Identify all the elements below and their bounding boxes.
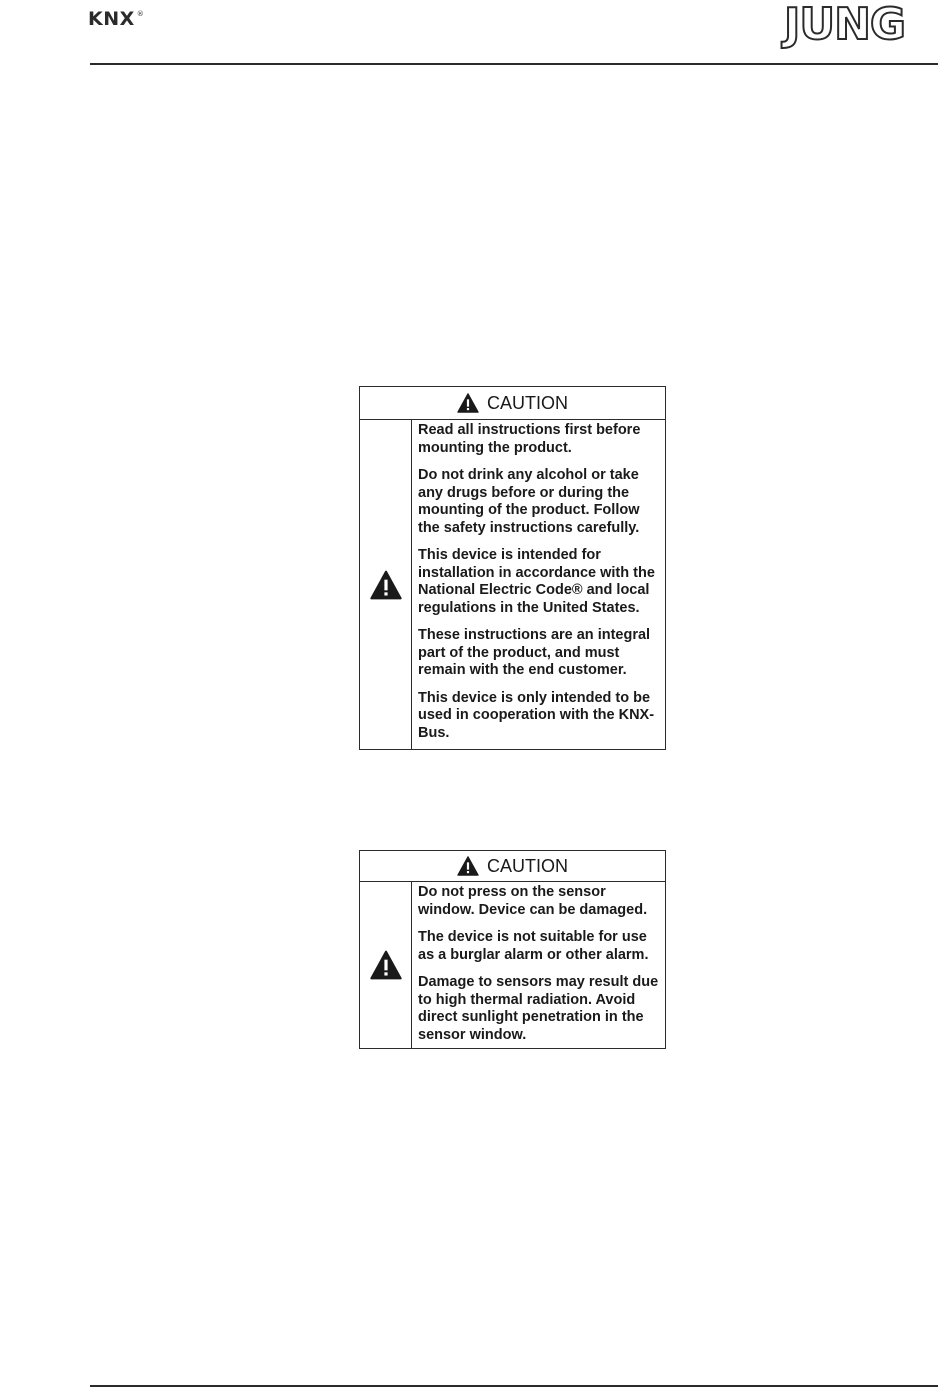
- caution-body: [360, 882, 665, 1048]
- caution-text: [412, 882, 665, 1048]
- caution-paragraph: This device is intended for installation in accordance with the National Electric Code® and local regulations in the United States.: [418, 547, 655, 616]
- caution-paragraph: Read all instructions first before mounting the product.: [418, 422, 641, 456]
- caution-icon-cell: [360, 420, 412, 749]
- warning-triangle-icon: [370, 570, 402, 600]
- caution-header: [360, 387, 665, 420]
- caution-text: [412, 420, 665, 749]
- caution-title: CAUTION: [487, 855, 568, 876]
- caution-body: [360, 420, 665, 749]
- caution-paragraph: Damage to sensors may result due to high thermal radiation. Avoid direct sunlight penetration in the sensor window.: [418, 974, 659, 1043]
- caution-paragraph: This device is only intended to be used in cooperation with the KNX-Bus.: [418, 689, 655, 741]
- caution-header: [360, 851, 665, 882]
- footer-rule: [90, 1385, 938, 1387]
- caution-box-general: [359, 386, 666, 750]
- header-rule: [90, 63, 938, 65]
- caution-paragraph: The device is not suitable for use as a burglar alarm or other alarm.: [418, 929, 649, 963]
- jung-logo: JUNG: [784, 0, 906, 50]
- caution-paragraph: These instructions are an integral part of the product, and must remain with the end customer.: [418, 627, 651, 678]
- warning-triangle-icon: [457, 856, 479, 876]
- caution-paragraph: Do not press on the sensor window. Device can be damaged.: [418, 884, 648, 918]
- knx-logo: KNX ®: [88, 8, 145, 30]
- caution-box-sensor: [359, 850, 666, 1049]
- caution-title: CAUTION: [487, 392, 568, 413]
- warning-triangle-icon: [370, 950, 402, 980]
- caution-icon-cell: [360, 882, 412, 1048]
- caution-paragraph: Do not drink any alcohol or take any drugs before or during the mounting of the product. Follow the safety instructions carefully.: [418, 467, 640, 536]
- warning-triangle-icon: [457, 393, 479, 413]
